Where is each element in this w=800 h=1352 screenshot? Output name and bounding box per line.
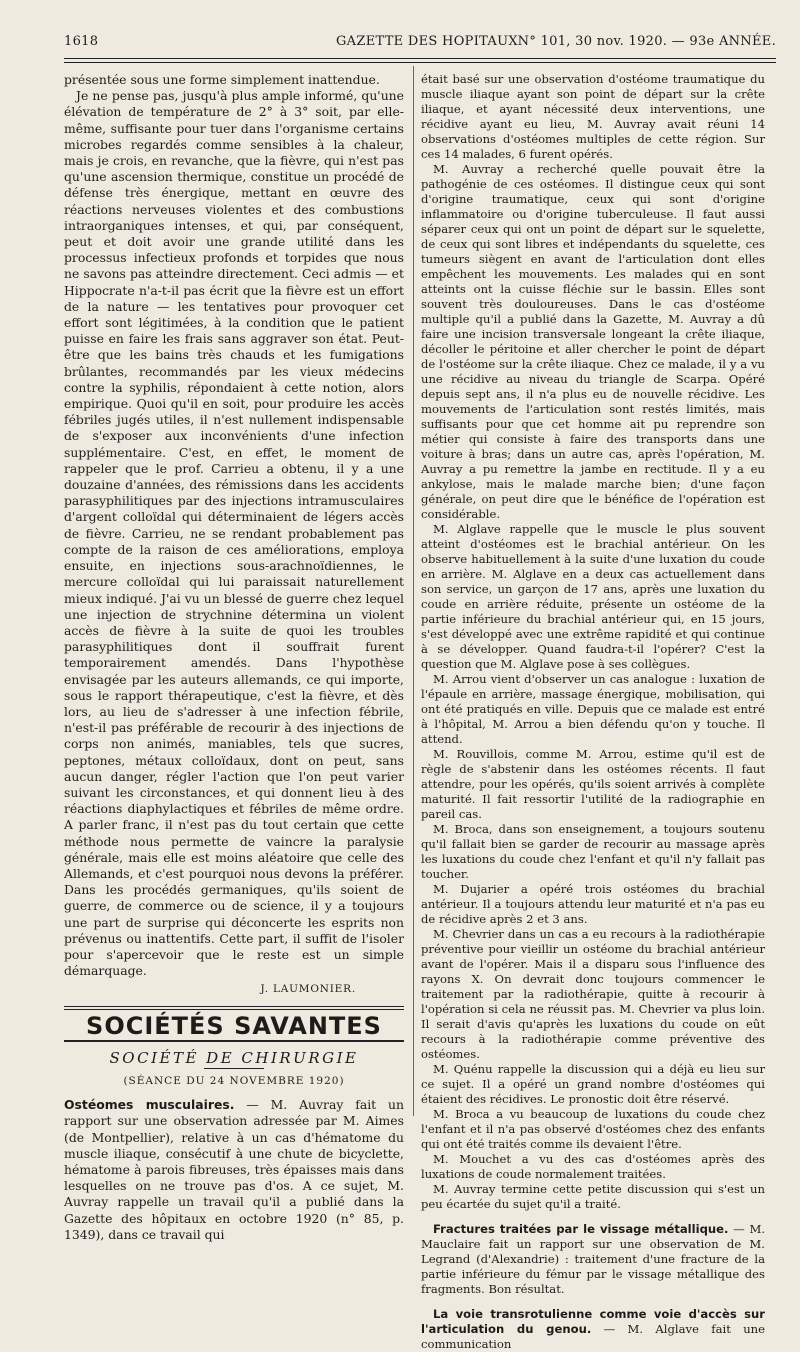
column-divider (413, 66, 414, 1116)
paragraph: M. Rouvillois, comme M. Arrou, estime qu'il est de règle de s'abstenir dans les ostéomes récents. Il faut attendre, pour les opérés, qu'ils soient arrivés à complète maturité. Il fait ressortir l'utilité de la radiographie en pareil cas. (421, 747, 765, 821)
paragraph: M. Dujarier a opéré trois ostéomes du brachial antérieur. Il a toujours attendu leur maturité et n'a pas eu de récidive après 2 et 3 ans. (421, 882, 765, 926)
article-text: — M. Alglave fait une communication (421, 1322, 766, 1351)
article-text: — M. Mauclaire fait un rapport sur une observation de M. Legrand (d'Alexandrie) : traitement d'une fracture de la partie inférieure du fémur par le vissage métallique des fragments. Bon résultat. (421, 1222, 765, 1296)
article-voie-transrotulienne (421, 1307, 765, 1352)
section-rule (64, 1041, 404, 1042)
paragraph: M. Broca a vu beaucoup de luxations du coude chez l'enfant et il n'a pas observé d'ostéomes chez des enfants qui ont été traités comme ils devaient l'être. (421, 1107, 765, 1151)
article-osteomes (64, 1097, 404, 1243)
article-text: — M. Auvray fait un rapport sur une observation adressée par M. Aimes (de Montpellier), relative à un cas d'hématome du muscle iliaque, consécutif à une chute de bicyclette, hématome à parois fibreuses, très épaisses mais dans lesquelles on ne trouve pas d'os. A ce sujet, M. Auvray rappelle un travail qu'il a publié dans la Gazette des hôpitaux en octobre 1920 (n° 85, p. 1349), dans ce travail qui (64, 1097, 405, 1242)
paragraph: M. Mouchet a vu des cas d'ostéomes après des luxations de coude normalement traitées. (421, 1152, 765, 1181)
section-header (64, 1006, 404, 1090)
journal-title: GAZETTE DES HOPITAUX (336, 34, 518, 49)
page-number: 1618 (64, 34, 99, 49)
left-column (64, 72, 404, 1243)
article-title: Ostéomes musculaires. (64, 1097, 235, 1113)
paragraph: M. Auvray termine cette petite discussion qui s'est un peu écartée du sujet qu'il a traité. (421, 1182, 765, 1211)
article-title: Fractures traitées par le vissage métallique. (433, 1222, 729, 1236)
paragraph: M. Arrou vient d'observer un cas analogue : luxation de l'épaule en arrière, massage énergique, mobilisation, qui ont été pratiqués en ville. Depuis que ce malade est entré à l'hôpital, M. Arrou a bien défendu qu'on y touche. Il attend. (421, 672, 765, 746)
paragraph: Je ne pense pas, jusqu'à plus ample informé, qu'une élévation de température de 2° à 3° soit, par elle-même, suffisante pour tuer dans l'organisme certains microbes regardés comme sensibles à la chaleur, mais je crois, en revanche, que la fièvre, qui n'est pas qu'une ascension thermique, constitue un procédé de défense très énergique, mettant en œuvre des réactions nerveuses violentes et des combustions intraorganiques intenses, et qui, par conséquent, peut et doit avoir une grande utilité dans les processus infectieux profonds et torpides que nous ne savons pas atteindre directement. Ceci admis — et Hippocrate n'a-t-il pas écrit que la fièvre est un effort de la nature — les tentatives pour provoquer cet effort sont légitimées, à la condition que le patient puisse en faire les frais sans aggraver son état. Peut-être que les bains très chauds et les fumigations brûlantes, recommandés par les vieux médecins contre la syphilis, répondaient à cette notion, alors empirique. Quoi qu'il en soit, pour produire les accès fébriles jugés utiles, il n'est nullement indispensable de s'exposer aux inconvénients d'une infection supplémentaire. C'est, en effet, le moment de rappeler que le prof. Carrieu a obtenu, il y a une douzaine d'années, des rémissions dans les accidents parasyphilitiques par des injections intramusculaires d'argent colloïdal qui déterminaient de légers accès de fièvre. Carrieu, ne se rendant probablement pas compte de la raison de ces améliorations, employa ensuite, en injections sous-arachnoïdiennes, le mercure colloïdal qui lui paraissait naturellement mieux indiqué. J'ai vu un blessé de guerre chez lequel une injection de strychnine détermina un violent accès de fièvre à la suite de quoi les troubles parasyphilitiques dont il souffrait furent temporairement amendés. Dans l'hypothèse envisagée par les auteurs allemands, ce qui importe, sous le rapport thérapeutique, c'est la fièvre, et dès lors, au lieu de s'adresser à une infection fébrile, n'est-il pas préférable de recourir à des injections de corps non animés, maniables, tels que sucres, peptones, métaux colloïdaux, dont on peut, sans aucun danger, régler l'action que l'on peut varier suivant les circonstances, et qui donnent lieu à des réactions diaphylactiques et fébriles de même ordre. A parler franc, il n'est pas du tout certain que cette méthode nous permette de vaincre la paralysie générale, mais elle est moins aléatoire que celle des Allemands, et c'est pourquoi nous devons la préférer. Dans les procédés germaniques, qu'ils soient de guerre, de commerce ou de science, il y a toujours une part de surprise qui déconcerte les esprits non prévenus ou inattentifs. Cette part, il suffit de l'isoler pour s'apercevoir que le reste est un simple démarquage. (64, 88, 404, 979)
section-title: SOCIÉTÉS SAVANTES (86, 1011, 382, 1040)
paragraph: était basé sur une observation d'ostéome traumatique du muscle iliaque ayant son point de départ sur la crête iliaque, et ayant nécessité deux interventions, une récidive ayant eu lieu, M. Auvray avait réuni 14 observations d'ostéomes multiples de cette région. Sur ces 14 malades, 6 furent opérés. (421, 72, 765, 161)
issue-info: N° 101, 30 nov. 1920. — 93e ANNÉE. (517, 34, 776, 49)
session-date: (SÉANCE DU 24 NOVEMBRE 1920) (123, 1074, 345, 1087)
article-fractures (421, 1222, 765, 1297)
article-title: La voie transrotulienne comme voie d'accès sur l'articulation du genou. (421, 1307, 765, 1336)
header-rule (64, 58, 776, 59)
signature: J. LAUMONIER. (260, 983, 356, 996)
paragraph: M. Alglave rappelle que le muscle le plus souvent atteint d'ostéomes est le brachial antérieur. On les observe habituellement à la suite d'une luxation du coude en arrière. M. Alglave en a deux cas actuellement dans son service, un garçon de 17 ans, après une luxation du coude en arrière réduite, présente un ostéome de la partie inférieure du brachial antérieur qui, en 15 jours, s'est développé avec une extrême rapidité et qui continue à se développer. Quand faudra-t-il l'opérer? C'est la question que M. Alglave pose à ses collègues. (421, 522, 765, 671)
paragraph: M. Broca, dans son enseignement, a toujours soutenu qu'il fallait bien se garder de recourir au massage après les luxations du coude chez l'enfant et qu'il n'y fallait pas toucher. (421, 822, 765, 881)
paragraph: présentée sous une forme simplement inattendue. (64, 72, 380, 87)
page-header (64, 34, 776, 54)
paragraph: M. Quénu rappelle la discussion qui a déjà eu lieu sur ce sujet. Il a opéré un grand nombre d'ostéomes qui étaient des récidives. Le pronostic doit être réservé. (421, 1062, 765, 1106)
right-column (421, 72, 765, 1352)
section-rule-thin (64, 1009, 404, 1010)
subsection-title: SOCIÉTÉ DE CHIRURGIE (109, 1048, 359, 1067)
subsection-rule (204, 1068, 264, 1069)
section-rule (64, 1006, 404, 1007)
paragraph: M. Chevrier dans un cas a eu recours à la radiothérapie préventive pour vieillir un ostéome du brachial antérieur avant de l'opérer. Mais il a disparu sous l'influence des rayons X. On devrait donc toujours commencer le traitement par la radiothérapie, quitte à recourir à l'opération si cela ne réussit pas. M. Chevrier va plus loin. Il serait d'avis qu'après les luxations du coude on eût recours à la radiothérapie comme préventive des ostéomes. (421, 927, 765, 1061)
header-rule-thin (64, 62, 776, 63)
paragraph: M. Auvray a recherché quelle pouvait être la pathogénie de ces ostéomes. Il distingue ceux qui sont d'origine traumatique, ceux qui sont d'origine inflammatoire ou d'origine tuberculeuse. Il faut aussi séparer ceux qui ont un point de départ sur le squelette, de ceux qui sont libres et indépendants du squelette, ces tumeurs siègent en avant de l'articulation dont elles empêchent les mouvements. Les malades qui en sont atteints ont la cuisse fléchie sur le bassin. Elles sont souvent très douloureuses. Dans le cas d'ostéome multiple qu'il a publié dans la Gazette, M. Auvray a dû faire une incision transversale longeant la crête iliaque, décoller le péritoine et aller chercher le point de départ de l'ostéome sur la crête iliaque. Chez ce malade, il y a vu une récidive au niveau du triangle de Scarpa. Opéré depuis sept ans, il n'a plus eu de nouvelle récidive. Les mouvements de l'articulation sont restés limités, mais suffisants pour que cet homme ait pu reprendre son métier qui consiste à faire des transports dans une voiture à bras; dans un autre cas, après l'opération, M. Auvray a pu remettre la jambe en rectitude. Il y a eu ankylose, mais le malade marche bien; d'une façon générale, on peut dire que le bénéfice de l'opération est considérable. (421, 162, 765, 521)
